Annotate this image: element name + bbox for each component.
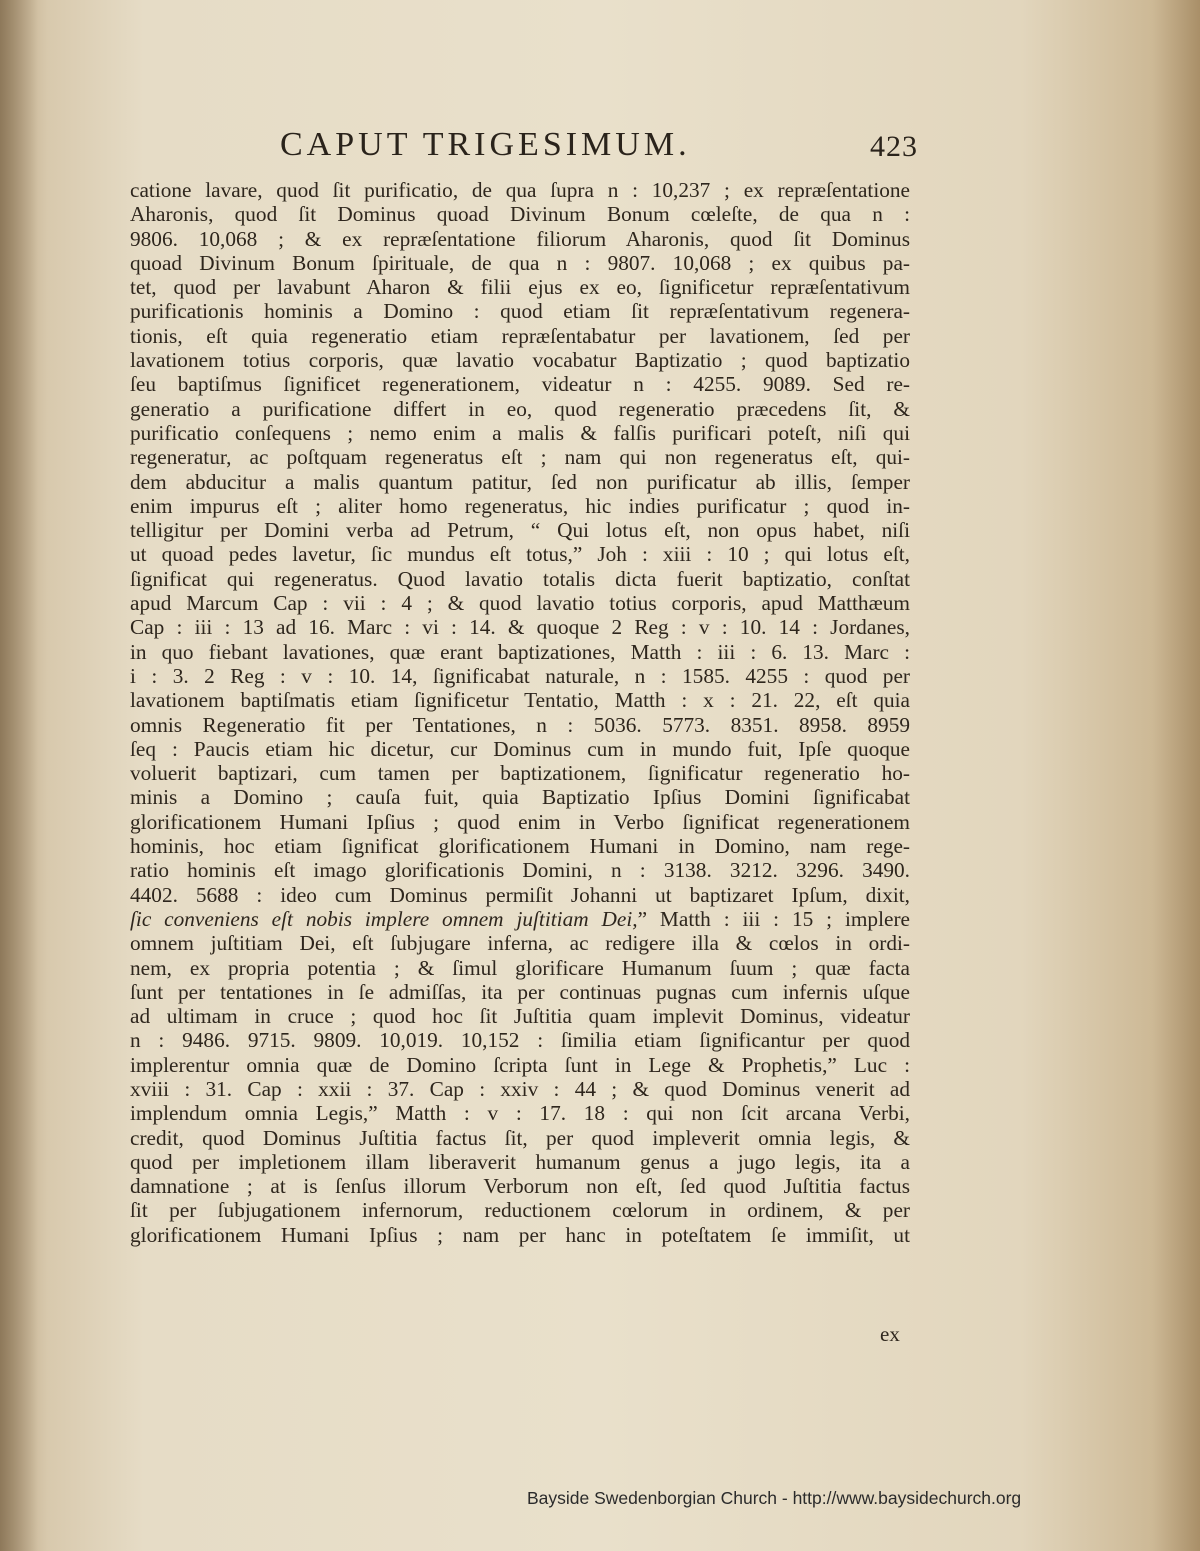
text-line: i : 3. 2 Reg : v : 10. 14, ſignificabat naturale, n : 1585. 4255 : quod per (130, 663, 910, 688)
text-line: ratio hominis eſt imago glorificationis Domini, n : 3138. 3212. 3296. 3490. (130, 858, 910, 883)
text-line: Cap : iii : 13 ad 16. Marc : vi : 14. & quoque 2 Reg : v : 10. 14 : Jordanes, (130, 615, 910, 640)
text-line: quoad Divinum Bonum ſpirituale, de qua n : 9807. 10,068 ; ex quibus pa- (130, 250, 910, 275)
text-line: catione lavare, quod ſit purificatio, de qua ſupra n : 10,237 ; ex repræſentatione (130, 178, 910, 202)
text-line-italic-quote (130, 907, 910, 931)
text-line: telligitur per Domini verba ad Petrum, “ Qui lotus eſt, non opus habet, niſi (130, 518, 910, 543)
text-line: n : 9486. 9715. 9809. 10,019. 10,152 : ſimilia etiam ſignificantur per quod (130, 1028, 910, 1053)
text-line: lavationem totius corporis, quæ lavatio vocabatur Baptizatio ; quod baptizatio (130, 348, 910, 373)
text-line: xviii : 31. Cap : xxii : 37. Cap : xxiv : 44 ; & quod Dominus venerit ad (130, 1076, 910, 1101)
text-line: tionis, eſt quia regeneratio etiam repræſentabatur per lavationem, ſed per (130, 323, 910, 348)
text-line: ut quoad pedes lavetur, ſic mundus eſt totus,” Joh : xiii : 10 ; qui lotus eſt, (130, 542, 910, 567)
body-text (130, 178, 910, 1247)
text-line: apud Marcum Cap : vii : 4 ; & quod lavatio totius corporis, apud Matthæum (130, 591, 910, 616)
text-line: voluerit baptizari, cum tamen per baptizationem, ſignificatur regeneratio ho- (130, 761, 910, 786)
text-line: regeneratur, ac poſtquam regeneratus eſt ; nam qui non regeneratus eſt, qui- (130, 445, 910, 470)
text-line: dem abducitur a malis quantum patitur, ſed non purificatur ab illis, ſemper (130, 469, 910, 494)
text-line: ſeu baptiſmus ſignificet regenerationem, videatur n : 4255. 9089. Sed re- (130, 372, 910, 397)
text-line: nem, ex propria potentia ; & ſimul glorificare Humanum ſuum ; quæ facta (130, 955, 910, 980)
text-line: glorificationem Humani Ipſius ; nam per hanc in poteſtatem ſe immiſit, ut (130, 1222, 910, 1247)
page-header (120, 126, 920, 176)
text-line: 9806. 10,068 ; & ex repræſentatione filiorum Aharonis, quod ſit Dominus (130, 226, 910, 251)
text-line: 4402. 5688 : ideo cum Dominus permiſit Johanni ut baptizaret Ipſum, dixit, (130, 882, 910, 907)
catchword: ex (880, 1322, 900, 1346)
text-line: minis a Domino ; cauſa fuit, quia Baptizatio Ipſius Domini ſignificabat (130, 785, 910, 810)
text-line: implerentur omnia quæ de Domino ſcripta ſunt in Lege & Prophetis,” Luc : (130, 1052, 910, 1077)
text-line: purificatio conſequens ; nemo enim a malis & falſis purificari poteſt, niſi qui (130, 420, 910, 445)
spine-shadow (0, 0, 38, 1551)
running-head: CAPUT TRIGESIMUM. (280, 126, 691, 163)
text-line: quod per impletionem illam liberaverit humanum genus a jugo legis, ita a (130, 1149, 910, 1174)
text-line: enim impurus eſt ; aliter homo regeneratus, hic indies purificatur ; quod in- (130, 493, 910, 518)
italic-quote: ſic conveniens eſt nobis implere omnem juſtitiam Dei, (130, 906, 638, 931)
website-watermark: Bayside Swedenborgian Church - http://www.baysidechurch.org (527, 1488, 1022, 1508)
text-line: lavationem baptiſmatis etiam ſignificetur Tentatio, Matth : x : 21. 22, eſt quia (130, 688, 910, 713)
text-line: purificationis hominis a Domino : quod etiam ſit repræſentativum regenera- (130, 299, 910, 324)
text-line: ad ultimam in cruce ; quod hoc ſit Juſtitia quam implevit Dominus, videatur (130, 1004, 910, 1029)
text-line: Aharonis, quod ſit Dominus quoad Divinum Bonum cœleſte, de qua n : (130, 202, 910, 227)
text-line: damnatione ; at is ſenſus illorum Verborum non eſt, ſed quod Juſtitia factus (130, 1174, 910, 1199)
text-line: glorificationem Humani Ipſius ; quod enim in Verbo ſignificat regenerationem (130, 809, 910, 834)
italic-line-rest: ” Matth : iii : 15 ; implere (637, 906, 910, 931)
text-line: ſit per ſubjugationem infernorum, reductionem cœlorum in ordinem, & per (130, 1198, 910, 1223)
page-number: 423 (870, 130, 918, 163)
text-line: ſunt per tentationes in ſe admiſſas, ita per continuas pugnas cum infernis uſque (130, 979, 910, 1004)
text-line: ſignificat qui regeneratus. Quod lavatio totalis dicta fuerit baptizatio, conſtat (130, 566, 910, 591)
text-line: credit, quod Dominus Juſtitia factus ſit, per quod impleverit omnia legis, & (130, 1125, 910, 1150)
text-line: implendum omnia Legis,” Matth : v : 17. 18 : qui non ſcit arcana Verbi, (130, 1101, 910, 1126)
text-line: omnem juſtitiam Dei, eſt ſubjugare inferna, ac redigere illa & cœlos in ordi- (130, 931, 910, 956)
text-line: tet, quod per lavabunt Aharon & filii ejus ex eo, ſignificetur repræſentativum (130, 275, 910, 300)
text-line: ſeq : Paucis etiam hic dicetur, cur Dominus cum in mundo fuit, Ipſe quoque (130, 736, 910, 761)
text-line: generatio a purificatione differt in eo, quod regeneratio præcedens ſit, & (130, 396, 910, 421)
text-line: hominis, hoc etiam ſignificat glorificationem Humani in Domino, nam rege- (130, 834, 910, 859)
text-line: in quo fiebant lavationes, quæ erant baptizationes, Matth : iii : 6. 13. Marc : (130, 639, 910, 664)
text-line: omnis Regeneratio fit per Tentationes, n : 5036. 5773. 8351. 8958. 8959 (130, 712, 910, 737)
